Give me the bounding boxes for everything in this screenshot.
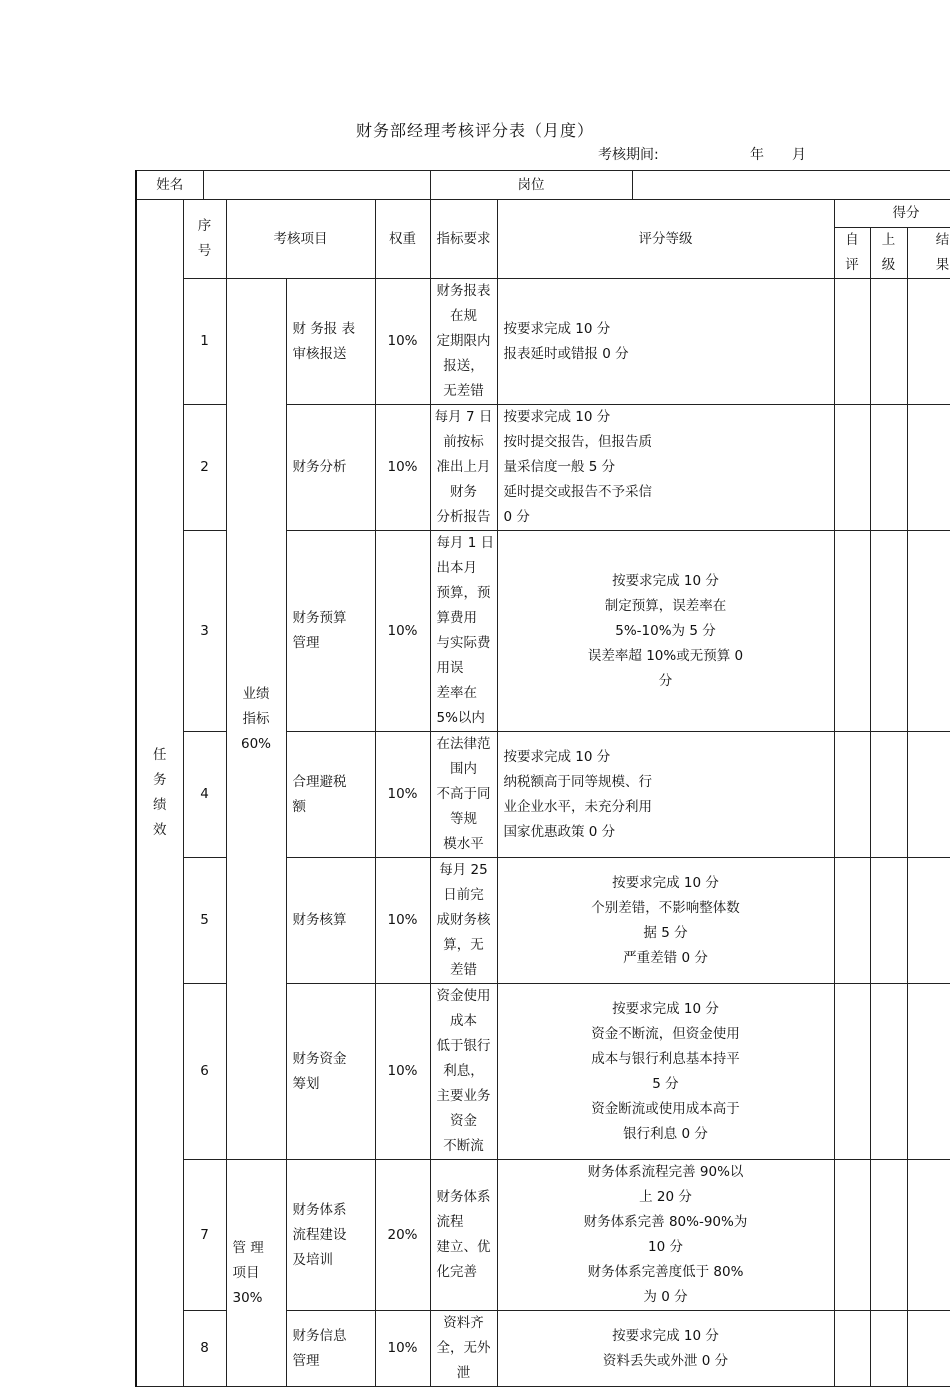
col-grading-header: 评分等级	[497, 200, 834, 279]
month-label: 月	[792, 147, 806, 163]
superior-score-cell[interactable]	[870, 858, 907, 984]
col-self-eval-header: 自 评	[834, 228, 870, 279]
row-weight: 10%	[375, 984, 430, 1160]
position-label: 岗位	[430, 171, 632, 200]
result-score-cell[interactable]	[907, 732, 950, 858]
row-weight: 10%	[375, 279, 430, 405]
row-weight: 10%	[375, 1311, 430, 1387]
self-score-cell[interactable]	[834, 279, 870, 405]
row-item: 财务核算	[286, 858, 375, 984]
row-item: 财 务报 表 审核报送	[286, 279, 375, 405]
result-score-cell[interactable]	[907, 858, 950, 984]
period-label: 考核期间:	[598, 147, 659, 163]
row-requirement: 财务报表在规 定期限内报送， 无差错	[430, 279, 497, 405]
superior-score-cell[interactable]	[870, 1311, 907, 1387]
row-requirement: 每月 7 日前按标 准出上月财务 分析报告	[430, 405, 497, 531]
row-weight: 10%	[375, 858, 430, 984]
row-item: 财务预算 管理	[286, 531, 375, 732]
assessment-period	[598, 144, 806, 164]
col-superior-header: 上 级	[870, 228, 907, 279]
category-task-performance: 任 务 绩 效	[136, 200, 183, 1387]
row-item: 财务信息 管理	[286, 1311, 375, 1387]
row-weight: 20%	[375, 1160, 430, 1311]
evaluation-table	[135, 170, 950, 1387]
row-weight: 10%	[375, 405, 430, 531]
row-requirement: 每月 1 日出本月 预算，预算费用 与实际费用误 差率在 5%以内	[430, 531, 497, 732]
document-title: 财务部经理考核评分表（月度）	[355, 121, 594, 140]
superior-score-cell[interactable]	[870, 279, 907, 405]
row-requirement: 资料齐全，无外 泄	[430, 1311, 497, 1387]
group-label-management: 管 理 项目 30%	[226, 1160, 286, 1387]
group-label-performance: 业绩 指标 60%	[226, 279, 286, 1160]
row-grading: 按要求完成 10 分 个别差错，不影响整体数 据 5 分 严重差错 0 分	[497, 858, 834, 984]
row-seq: 3	[183, 531, 226, 732]
name-position-row	[136, 171, 950, 200]
row-weight: 10%	[375, 531, 430, 732]
row-item: 财务体系 流程建设 及培训	[286, 1160, 375, 1311]
row-item: 合理避税 额	[286, 732, 375, 858]
row-seq: 7	[183, 1160, 226, 1311]
table-row	[136, 279, 950, 405]
name-label: 姓名	[136, 171, 203, 200]
col-weight-header: 权重	[375, 200, 430, 279]
result-score-cell[interactable]	[907, 984, 950, 1160]
col-seq-header: 序 号	[183, 200, 226, 279]
row-seq: 2	[183, 405, 226, 531]
position-value-field[interactable]	[632, 171, 950, 200]
row-grading: 按要求完成 10 分 按时提交报告，但报告质 量采信度一般 5 分 延时提交或报告不予采信 0 分	[497, 405, 834, 531]
row-seq: 4	[183, 732, 226, 858]
table-row	[136, 1160, 950, 1311]
superior-score-cell[interactable]	[870, 1160, 907, 1311]
superior-score-cell[interactable]	[870, 405, 907, 531]
row-requirement: 资金使用成本 低于银行利息， 主要业务资金 不断流	[430, 984, 497, 1160]
row-grading: 按要求完成 10 分 制定预算，误差率在 5%-10%为 5 分 误差率超 10%或无预算 0 分	[497, 531, 834, 732]
result-score-cell[interactable]	[907, 405, 950, 531]
row-grading: 按要求完成 10 分 纳税额高于同等规模、行 业企业水平，未充分利用 国家优惠政策 0 分	[497, 732, 834, 858]
result-score-cell[interactable]	[907, 1311, 950, 1387]
row-grading: 财务体系流程完善 90%以 上 20 分 财务体系完善 80%-90%为 10 分 财务体系完善度低于 80% 为 0 分	[497, 1160, 834, 1311]
row-item: 财务资金 筹划	[286, 984, 375, 1160]
row-requirement: 财务体系流程 建立、优化完善	[430, 1160, 497, 1311]
row-grading: 按要求完成 10 分 资料丢失或外泄 0 分	[497, 1311, 834, 1387]
row-seq: 5	[183, 858, 226, 984]
row-weight: 10%	[375, 732, 430, 858]
superior-score-cell[interactable]	[870, 984, 907, 1160]
superior-score-cell[interactable]	[870, 531, 907, 732]
self-score-cell[interactable]	[834, 984, 870, 1160]
row-seq: 8	[183, 1311, 226, 1387]
self-score-cell[interactable]	[834, 531, 870, 732]
col-requirement-header: 指标要求	[430, 200, 497, 279]
self-score-cell[interactable]	[834, 405, 870, 531]
header-row-1	[136, 200, 950, 228]
name-value-field[interactable]	[203, 171, 430, 200]
result-score-cell[interactable]	[907, 531, 950, 732]
row-item: 财务分析	[286, 405, 375, 531]
row-seq: 6	[183, 984, 226, 1160]
col-result-header: 结 果	[907, 228, 950, 279]
self-score-cell[interactable]	[834, 1311, 870, 1387]
result-score-cell[interactable]	[907, 279, 950, 405]
col-item-header: 考核项目	[226, 200, 375, 279]
self-score-cell[interactable]	[834, 858, 870, 984]
row-seq: 1	[183, 279, 226, 405]
row-grading: 按要求完成 10 分 资金不断流，但资金使用 成本与银行利息基本持平 5 分 资金断流或使用成本高于 银行利息 0 分	[497, 984, 834, 1160]
superior-score-cell[interactable]	[870, 732, 907, 858]
row-grading: 按要求完成 10 分 报表延时或错报 0 分	[497, 279, 834, 405]
self-score-cell[interactable]	[834, 732, 870, 858]
row-requirement: 在法律范围内 不高于同等规 模水平	[430, 732, 497, 858]
year-label: 年	[750, 147, 764, 163]
col-score-header: 得分	[834, 200, 950, 228]
self-score-cell[interactable]	[834, 1160, 870, 1311]
result-score-cell[interactable]	[907, 1160, 950, 1311]
row-requirement: 每月 25 日前完 成财务核算，无 差错	[430, 858, 497, 984]
